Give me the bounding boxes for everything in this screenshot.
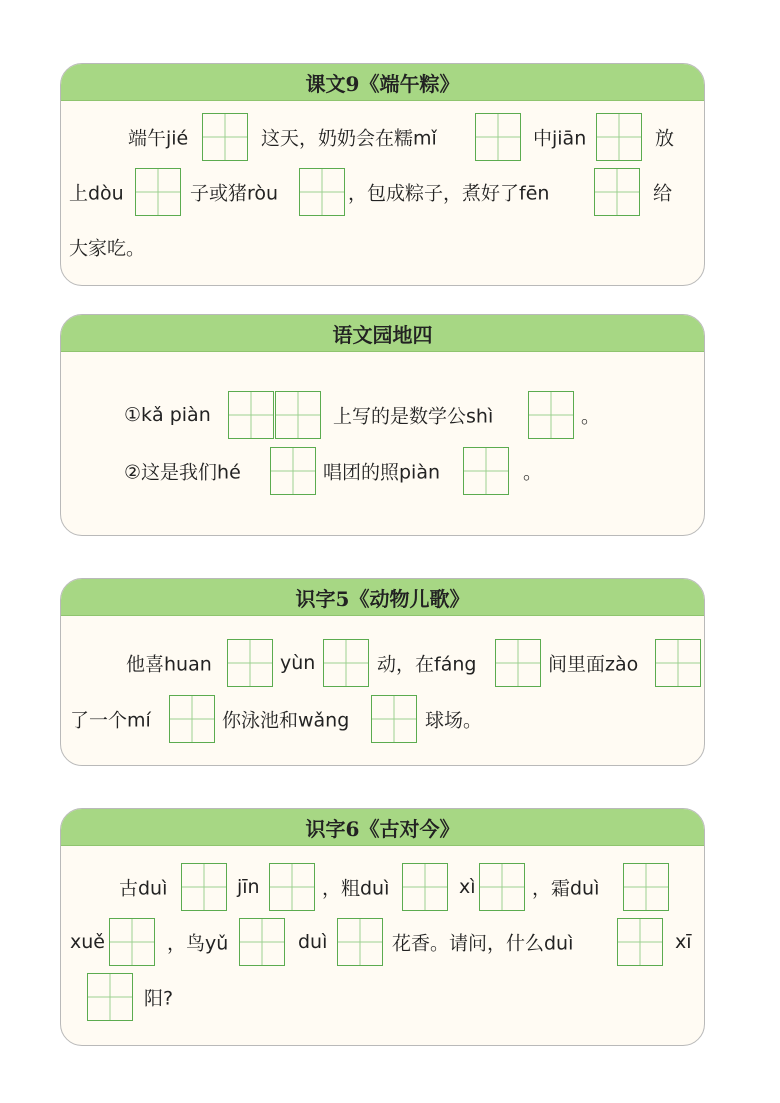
text-segment: 端午jié [128,127,189,150]
text-line [61,694,704,744]
answer-box[interactable] [323,639,369,687]
section-title: 课文9《端午粽》 [61,64,704,101]
text-segment: 给 [653,182,673,205]
text-segment: 大家吃。 [69,237,146,260]
text-segment: ，粗duì [322,877,390,900]
answer-box[interactable] [269,863,315,911]
text-segment: ，鸟yǔ [167,932,229,955]
text-segment: 。 [581,405,601,428]
text-line [61,917,704,967]
text-line [61,222,704,272]
text-segment: xì [459,876,476,898]
answer-box[interactable] [227,639,273,687]
answer-box[interactable] [594,168,640,216]
text-segment: 上dòu [69,182,124,205]
text-line [61,972,704,1022]
answer-box[interactable] [617,918,663,966]
answer-box[interactable] [87,973,133,1021]
text-segment: 中jiān [533,127,587,150]
answer-box[interactable] [463,447,509,495]
text-line [61,112,704,162]
answer-box[interactable] [596,113,642,161]
text-segment: 。 [523,461,543,484]
text-segment: 你泳池和wǎng [222,709,350,732]
text-segment: 子或猪ròu [190,182,279,205]
text-segment: 古duì [119,877,168,900]
answer-box[interactable] [270,447,316,495]
section-card [60,63,705,286]
section-card [60,314,705,536]
section-title: 语文园地四 [61,315,704,352]
text-line [61,390,704,440]
text-line [61,862,704,912]
text-line [61,167,704,217]
answer-box[interactable] [109,918,155,966]
text-line [61,446,704,496]
text-segment: duì [298,931,328,953]
answer-box[interactable] [299,168,345,216]
text-segment: 上写的是数学公shì [333,405,494,428]
answer-box[interactable] [135,168,181,216]
answer-box[interactable] [337,918,383,966]
answer-box[interactable] [275,391,321,439]
text-segment: ①kǎ piàn [124,404,211,426]
answer-box[interactable] [528,391,574,439]
answer-box[interactable] [479,863,525,911]
text-segment: 这天，奶奶会在糯mǐ [261,127,437,150]
text-segment: 唱团的照piàn [323,461,441,484]
text-segment: jīn [237,876,260,898]
answer-box[interactable] [239,918,285,966]
text-segment: 他喜huan [126,653,212,676]
text-segment: ，霜duì [532,877,600,900]
answer-box[interactable] [181,863,227,911]
text-segment: 放 [655,127,675,150]
section-card [60,578,705,766]
answer-box[interactable] [228,391,274,439]
text-segment: ，包成粽子，煮好了fēn [348,182,550,205]
text-segment: xī [675,931,692,953]
text-segment: ②这是我们hé [124,461,241,484]
answer-box[interactable] [495,639,541,687]
text-segment: yùn [280,652,316,674]
answer-box[interactable] [623,863,669,911]
text-segment: 了一个mí [70,709,151,732]
text-segment: xuě [70,931,105,953]
answer-box[interactable] [655,639,701,687]
answer-box[interactable] [475,113,521,161]
text-segment: 花香。请问，什么duì [392,932,574,955]
section-card [60,808,705,1046]
text-segment: 球场。 [425,709,483,732]
section-title: 识字6《古对今》 [61,809,704,846]
section-title: 识字5《动物儿歌》 [61,579,704,616]
answer-box[interactable] [371,695,417,743]
answer-box[interactable] [402,863,448,911]
text-segment: 间里面zào [548,653,639,676]
answer-box[interactable] [202,113,248,161]
text-segment: 动，在fáng [377,653,477,676]
text-segment: 阳? [144,987,174,1010]
text-line [61,638,704,688]
answer-box[interactable] [169,695,215,743]
